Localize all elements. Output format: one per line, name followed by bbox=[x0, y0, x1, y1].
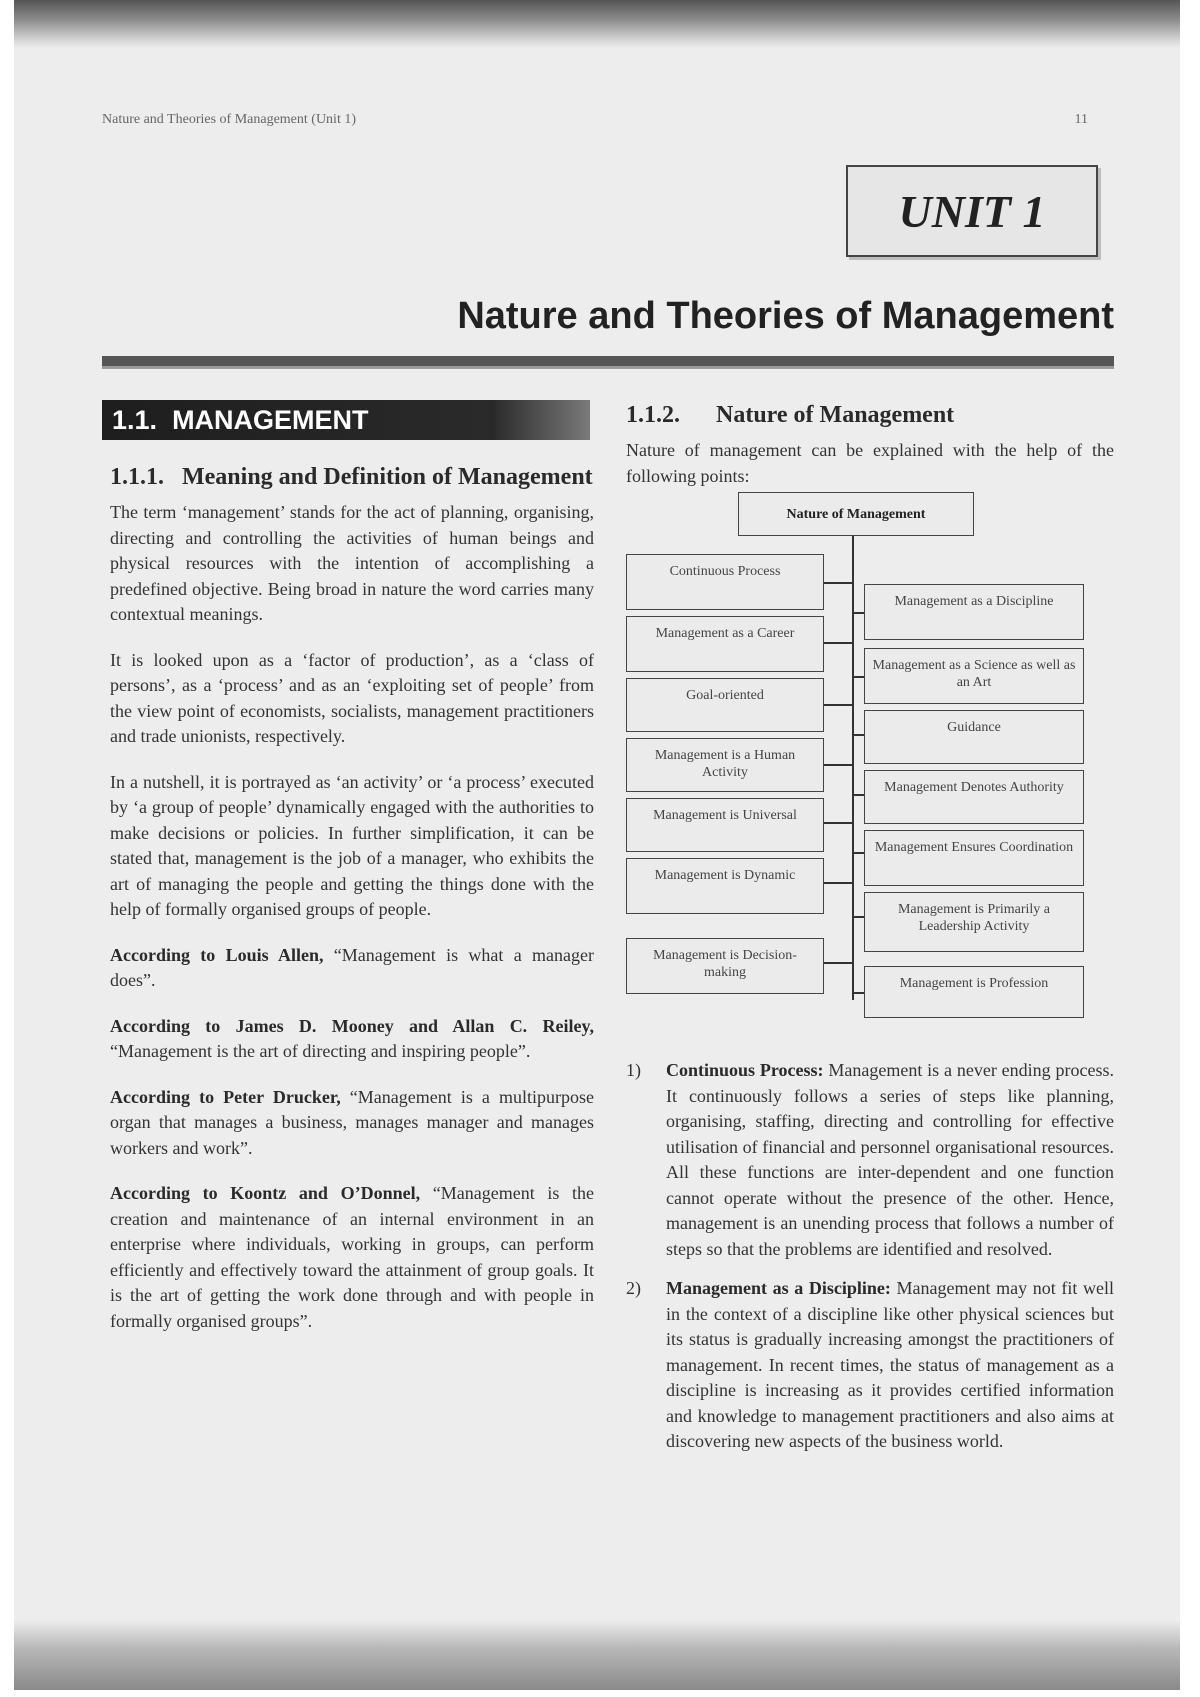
definition-quote bbox=[110, 1014, 594, 1065]
quote-text: “Management is a multipurpose organ that manages a business, manages manager and manages workers and work”. bbox=[110, 1086, 594, 1158]
connector bbox=[824, 704, 852, 706]
list-number: 1) bbox=[626, 1060, 641, 1080]
connector bbox=[854, 734, 864, 736]
connector bbox=[854, 992, 864, 994]
right-column bbox=[626, 400, 1114, 991]
list-item-title: Management as a Discipline: bbox=[666, 1278, 891, 1298]
running-head: Nature and Theories of Management (Unit 1) bbox=[102, 112, 356, 127]
paragraph: It is looked upon as a ‘factor of production’, as a ‘class of persons’, as a ‘process’ and as an ‘exploiting set of people’ from the view point of economists, socialists, management practitioners and trade unionists, respectively. bbox=[110, 649, 594, 746]
connector bbox=[854, 676, 864, 678]
connector bbox=[854, 794, 864, 796]
diagram-box-right: Management Denotes Authority bbox=[864, 770, 1084, 824]
diagram-box-right: Management is Primarily a Leadership Activity bbox=[864, 892, 1084, 952]
diagram-box-left: Management is a Human Activity bbox=[626, 738, 824, 792]
connector bbox=[854, 852, 864, 854]
diagram-box-left: Management is Dynamic bbox=[626, 858, 824, 914]
definition-quote bbox=[110, 1181, 594, 1334]
diagram-box-left: Continuous Process bbox=[626, 554, 824, 610]
connector bbox=[824, 642, 852, 644]
intro-text: Nature of management can be explained with the help of the following points: bbox=[626, 440, 1114, 486]
connector bbox=[824, 582, 852, 584]
connector bbox=[824, 962, 852, 964]
quote-text: “Management is what a manager does”. bbox=[110, 944, 594, 990]
diagram-box-right: Management is Profession bbox=[864, 966, 1084, 1018]
diagram-box-right: Management Ensures Coordination bbox=[864, 830, 1084, 886]
section-number: 1.1. bbox=[112, 405, 158, 435]
list-item-text bbox=[666, 1058, 1114, 1262]
page-number: 11 bbox=[1074, 112, 1088, 127]
section-heading bbox=[102, 400, 590, 440]
connector bbox=[824, 882, 852, 884]
list-item-title: Continuous Process: bbox=[666, 1060, 824, 1080]
quote-author: According to Peter Drucker, bbox=[110, 1086, 341, 1107]
diagram-box-right: Guidance bbox=[864, 710, 1084, 764]
page bbox=[14, 0, 1180, 1690]
quote-text: “Management is the art of directing and inspiring people”. bbox=[110, 1041, 531, 1061]
connector bbox=[824, 822, 852, 824]
definition-quote bbox=[110, 1085, 594, 1162]
diagram-box-left: Management is Universal bbox=[626, 798, 824, 852]
bottom-scan-shadow bbox=[14, 1620, 1180, 1690]
chapter-title: Nature and Theories of Management bbox=[457, 295, 1114, 337]
definition-quote bbox=[110, 943, 594, 994]
diagram-box-left: Management is Decision-making bbox=[626, 938, 824, 994]
diagram-box-right: Management as a Discipline bbox=[864, 584, 1084, 640]
title-rule bbox=[102, 356, 1114, 369]
list-item-body: Management is a never ending process. It continuously follows a series of steps like planning, organising, staffing, directing and controlling for effective utilisation of financial and personnel organisational resources. All these functions are inter-dependent and one function cannot operate without the presence of the other. Hence, management is an unending process that follows a number of steps so that the problems are identified and resolved. bbox=[666, 1060, 1114, 1259]
left-column bbox=[110, 462, 594, 1354]
subsection-heading-meaning: 1.1.1. Meaning and Definition of Management bbox=[110, 464, 593, 490]
quote-author: According to Koontz and O’Donnel, bbox=[110, 1183, 421, 1203]
diagram-trunk bbox=[852, 536, 854, 1000]
diagram-title-box: Nature of Management bbox=[738, 492, 974, 536]
list-item bbox=[626, 1276, 1114, 1455]
top-scan-shadow bbox=[14, 0, 1180, 48]
quote-author: According to Louis Allen, bbox=[110, 944, 324, 965]
section-title: MANAGEMENT bbox=[172, 405, 369, 435]
quote-text: “Management is the creation and maintenance of an internal environment in an enterprise where individuals, working in groups, can perform efficiently and effectively toward the attainment of group goals. It is the art of getting the work done through and with people in formally organised groups”. bbox=[110, 1183, 595, 1331]
paragraph: The term ‘management’ stands for the act of planning, organising, directing and controlling the activities of human beings and physical resources with the intention of accomplishing a predefined objective. Being broad in nature the word carries many contextual meanings. bbox=[110, 502, 594, 624]
list-item-text bbox=[666, 1276, 1114, 1455]
paragraph: In a nutshell, it is portrayed as ‘an activity’ or ‘a process’ executed by ‘a group of people’ dynamically engaged with the authorities to make decisions or policies. In further simplification, it can be stated that, management is the job of a manager, who exhibits the art of managing the people and getting the things done with the help of formally organised groups of people. bbox=[110, 771, 594, 919]
nature-of-management-diagram bbox=[626, 492, 1114, 1052]
connector bbox=[824, 764, 852, 766]
diagram-box-left: Goal-oriented bbox=[626, 678, 824, 732]
connector bbox=[854, 916, 864, 918]
nature-points-list bbox=[626, 1058, 1114, 1469]
list-item-body: Management may not fit well in the context of a discipline like other physical sciences but its status is gradually increasing amongst the practitioners of management. In recent times, the status of management as a discipline is increasing as it provides certified information and knowledge to management practitioners and also aims at discovering new aspects of the business world. bbox=[666, 1278, 1114, 1451]
list-item bbox=[626, 1058, 1114, 1262]
list-number: 2) bbox=[626, 1278, 641, 1298]
connector bbox=[854, 612, 864, 614]
subsection-heading-nature: 1.1.2. Nature of Management bbox=[626, 402, 955, 428]
diagram-box-right: Management as a Science as well as an Art bbox=[864, 648, 1084, 704]
diagram-box-left: Management as a Career bbox=[626, 616, 824, 672]
quote-author: According to James D. Mooney and Allan C. Reiley, bbox=[110, 1015, 594, 1036]
unit-label: UNIT 1 bbox=[846, 165, 1098, 257]
